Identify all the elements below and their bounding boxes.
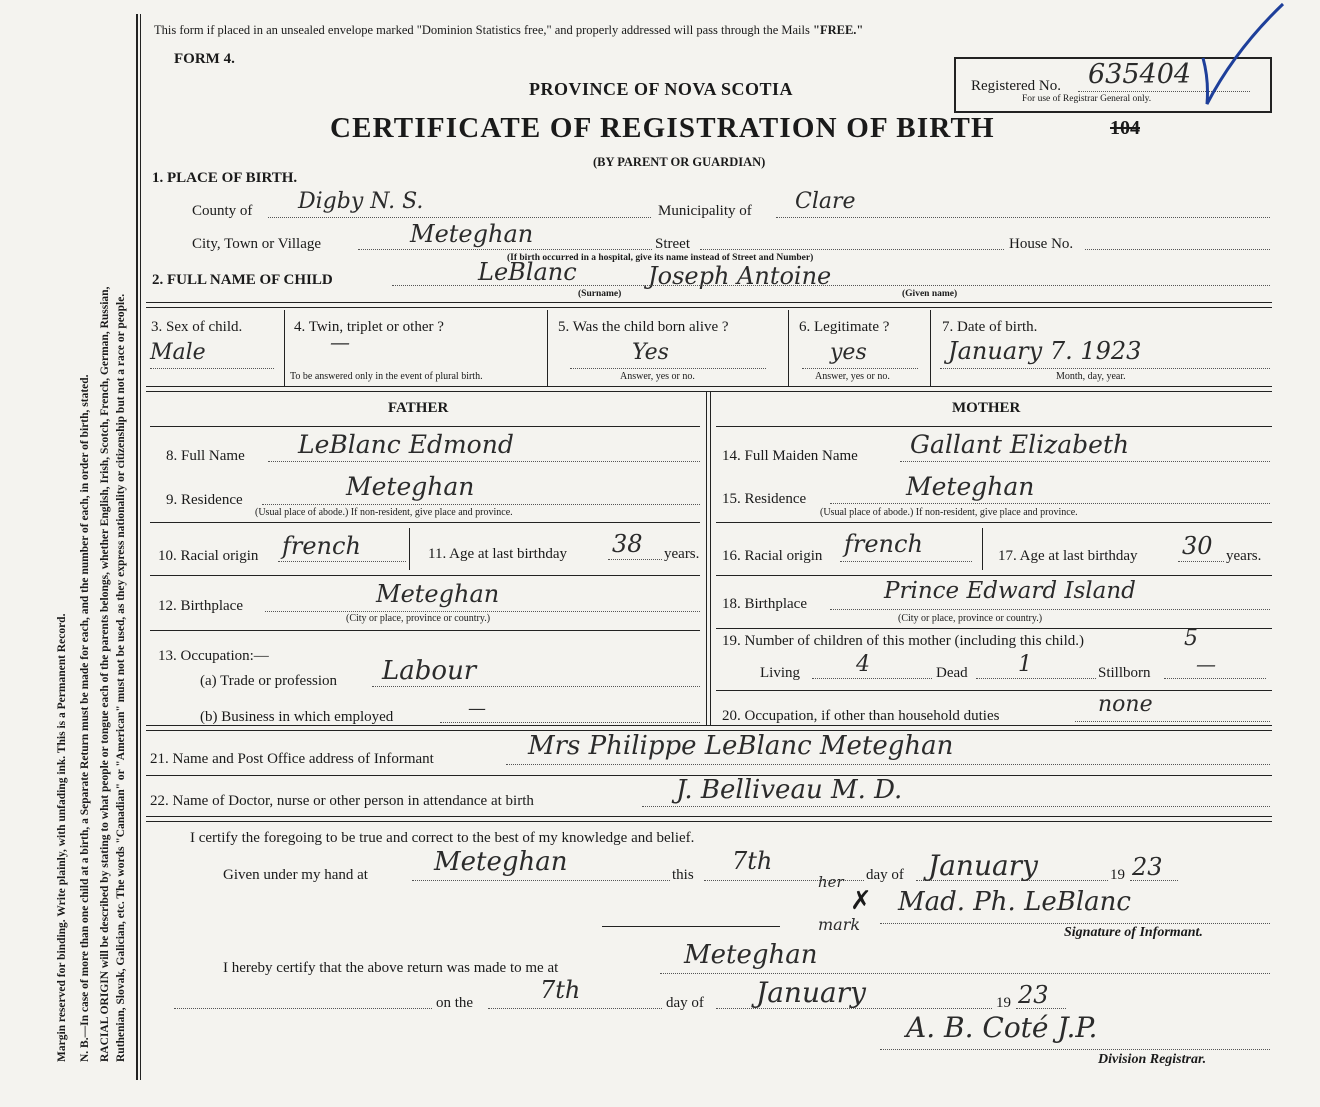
form-number: FORM 4. [174, 51, 235, 67]
mother-name-value: Gallant Elizabeth [910, 430, 1130, 459]
registrar-statement: I hereby certify that the above return was made to me at [223, 960, 559, 976]
father-racial-label: 10. Racial origin [158, 548, 259, 564]
twin-note: To be answered only in the event of plural birth. [290, 371, 483, 382]
father-name-label: 8. Full Name [166, 448, 245, 464]
mother-occupation-line [1075, 721, 1270, 722]
mother-age-value: 30 [1182, 532, 1213, 560]
legitimate-value: yes [830, 340, 867, 365]
place-of-birth-heading: 1. PLACE OF BIRTH. [152, 170, 298, 186]
this-label: this [672, 867, 694, 883]
twin-value: — [330, 330, 350, 354]
mother-birthplace-line [830, 609, 1270, 610]
father-birthplace-line [265, 611, 700, 612]
registrar-signature: A. B. Coté J.P. [906, 1011, 1098, 1044]
cell-divider [409, 528, 410, 570]
on-the-label: on the [436, 995, 474, 1011]
given-place-line [412, 880, 670, 881]
mother-occupation-value: none [1098, 692, 1153, 717]
cell-divider [284, 310, 285, 386]
rule [146, 821, 1272, 822]
registrar-year-value: 23 [1018, 981, 1049, 1009]
dob-line [940, 368, 1270, 369]
business-value: — [468, 698, 486, 719]
living-line [812, 678, 932, 679]
mother-heading: MOTHER [952, 400, 1021, 416]
mother-racial-value: french [844, 530, 923, 558]
mother-residence-line [830, 503, 1270, 504]
margin-note-4: Ruthenian, Slovak, Galician, etc. The words "Canadian" or "American" must not be used, as they express nationality or citizenship but not a race or people. [115, 293, 127, 1062]
father-racial-value: french [282, 532, 361, 560]
registrar-signature-line [880, 1049, 1270, 1050]
county-value: Digby N. S. [298, 189, 424, 214]
registrar-leader-line [174, 1008, 432, 1009]
rule [150, 522, 700, 523]
day-of-label: day of [866, 867, 904, 883]
stillborn-line [1164, 678, 1266, 679]
dob-note: Month, day, year. [1056, 371, 1126, 382]
street-label: Street [655, 236, 690, 252]
alive-label: 5. Was the child born alive ? [558, 319, 729, 335]
mother-residence-label: 15. Residence [722, 491, 807, 507]
mother-name-line [900, 461, 1270, 462]
cell-divider [788, 310, 789, 386]
mail-free-text: "FREE." [813, 23, 864, 37]
alive-value: Yes [632, 340, 669, 365]
trade-label: (a) Trade or profession [200, 673, 338, 689]
dead-line [976, 678, 1096, 679]
father-residence-note: (Usual place of abode.) If non-resident, give place and province. [255, 507, 513, 518]
mother-birthplace-note: (City or place, province or country.) [898, 613, 1043, 624]
child-surname: LeBlanc [478, 258, 577, 286]
child-name-label: 2. FULL NAME OF CHILD [152, 272, 333, 288]
living-label: Living [760, 665, 800, 681]
father-heading: FATHER [388, 400, 449, 416]
house-line [1085, 249, 1270, 250]
stillborn-value: — [1196, 652, 1216, 676]
registrar-note: For use of Registrar General only. [1022, 94, 1152, 104]
father-age-label: 11. Age at last birthday [428, 546, 567, 562]
father-years-label: years. [664, 546, 700, 562]
doctor-label: 22. Name of Doctor, nurse or other person in attendance at birth [150, 793, 534, 809]
doctor-value: J. Belliveau M. D. [676, 775, 903, 805]
parents-divider [710, 391, 711, 725]
rule [150, 630, 700, 631]
registrar-day-of-label: day of [666, 995, 704, 1011]
cell-divider [547, 310, 548, 386]
doctor-line [642, 806, 1270, 807]
binding-margin-line-inner [140, 14, 141, 1080]
rule [146, 391, 1272, 392]
child-given-name: Joseph Antoine [648, 262, 832, 290]
father-residence-value: Meteghan [346, 472, 475, 501]
mark-cross: ✗ [850, 886, 872, 915]
rule [716, 522, 1272, 523]
mother-birthplace-label: 18. Birthplace [722, 596, 807, 612]
this-day-value: 7th [732, 847, 773, 875]
municipality-value: Clare [795, 189, 856, 214]
house-label: House No. [1009, 236, 1074, 252]
registrar-month-value: January [756, 976, 866, 1009]
alive-line [570, 368, 766, 369]
mother-age-label: 17. Age at last birthday [998, 548, 1138, 564]
registered-label: Registered No. [971, 78, 1061, 94]
mother-residence-note: (Usual place of abode.) If non-resident, give place and province. [820, 507, 1078, 518]
city-line [358, 249, 652, 250]
certify-statement: I certify the foregoing to be true and correct to the best of my knowledge and belief. [190, 830, 695, 846]
father-age-line [608, 559, 662, 560]
business-line [440, 722, 700, 723]
year-prefix: 19 [1110, 867, 1125, 883]
sex-line [150, 368, 274, 369]
children-count-value: 5 [1184, 626, 1198, 651]
rule [146, 307, 1272, 308]
informant-signature-line [880, 923, 1270, 924]
province-heading: PROVINCE OF NOVA SCOTIA [529, 79, 794, 99]
check-mark [1195, 0, 1290, 110]
registered-number: 635404 [1088, 59, 1192, 90]
living-value: 4 [856, 652, 870, 677]
rule [146, 302, 1272, 303]
year-value: 23 [1132, 853, 1163, 881]
registrar-caption: Division Registrar. [1098, 1052, 1207, 1067]
informant-value: Mrs Philippe LeBlanc Meteghan [528, 731, 954, 761]
legitimate-label: 6. Legitimate ? [799, 319, 890, 335]
county-line [268, 217, 651, 218]
mark-note-top: her [818, 873, 844, 891]
signature-rule [602, 926, 780, 927]
mark-note-bottom: mark [818, 915, 861, 934]
hospital-note: (If birth occurred in a hospital, give its name instead of Street and Number) [507, 253, 814, 263]
legitimate-line [802, 368, 918, 369]
informant-label: 21. Name and Post Office address of Informant [150, 751, 434, 767]
city-label: City, Town or Village [192, 236, 322, 252]
binding-margin-line [136, 14, 138, 1080]
parents-divider [706, 391, 707, 725]
city-value: Meteghan [410, 220, 534, 248]
document-title: CERTIFICATE OF REGISTRATION OF BIRTH [330, 112, 995, 144]
surname-caption: (Surname) [578, 289, 622, 299]
dead-label: Dead [936, 665, 968, 681]
cell-divider [982, 528, 983, 570]
father-name-value: LeBlanc Edmond [298, 430, 514, 459]
father-birthplace-value: Meteghan [376, 580, 500, 608]
rule [146, 725, 1272, 726]
father-birthplace-note: (City or place, province or country.) [346, 613, 491, 624]
twin-label: 4. Twin, triplet or other ? [294, 319, 444, 335]
father-residence-label: 9. Residence [166, 492, 243, 508]
alive-note: Answer, yes or no. [620, 371, 695, 382]
sex-value: Male [150, 340, 206, 365]
municipality-line [776, 217, 1270, 218]
business-label: (b) Business in which employed [200, 709, 394, 725]
mother-racial-line [840, 561, 972, 562]
sex-label: 3. Sex of child. [151, 319, 243, 335]
trade-line [372, 686, 700, 687]
mother-residence-value: Meteghan [906, 472, 1035, 501]
rule [146, 816, 1272, 817]
rule [716, 575, 1272, 576]
given-caption: (Given name) [902, 289, 958, 299]
mother-birthplace-value: Prince Edward Island [884, 578, 1136, 604]
informant-line [506, 764, 1270, 765]
mother-racial-label: 16. Racial origin [722, 548, 823, 564]
children-count-label: 19. Number of children of this mother (including this child.) [722, 633, 1085, 649]
document-subtitle: (BY PARENT OR GUARDIAN) [593, 155, 766, 169]
margin-note-1: Margin reserved for binding. Write plainly, with unfading ink. This is a Permanent Record. [56, 613, 68, 1062]
rule [150, 575, 700, 576]
legitimate-note: Answer, yes or no. [815, 371, 890, 382]
registrar-day-line [488, 1008, 662, 1009]
registrar-place-line [660, 973, 1270, 974]
dob-value: January 7. 1923 [948, 337, 1142, 365]
mother-age-line [1178, 561, 1224, 562]
father-birthplace-label: 12. Birthplace [158, 598, 243, 614]
county-label: County of [192, 203, 253, 219]
trade-value: Labour [382, 656, 477, 686]
municipality-label: Municipality of [658, 203, 752, 219]
given-under-label: Given under my hand at [223, 867, 368, 883]
title-struck-number: 104 [1110, 117, 1140, 139]
street-line [700, 249, 1004, 250]
father-age-value: 38 [612, 530, 643, 558]
father-residence-line [262, 504, 700, 505]
registrar-day-value: 7th [540, 976, 581, 1004]
mother-name-label: 14. Full Maiden Name [722, 448, 858, 464]
rule [716, 690, 1272, 691]
father-racial-line [278, 561, 406, 562]
registrar-place-value: Meteghan [684, 940, 818, 970]
mail-note: This form if placed in an unsealed envelope marked "Dominion Statistics free," and properly addressed will pass through the Mails "FREE." [154, 23, 864, 37]
cell-divider [930, 310, 931, 386]
rule [146, 386, 1272, 387]
informant-signature: Mad. Ph. LeBlanc [898, 887, 1131, 917]
month-value: January [928, 849, 1038, 882]
signature-caption: Signature of Informant. [1064, 925, 1203, 940]
father-occupation-label: 13. Occupation:— [158, 648, 269, 664]
rule [150, 426, 700, 427]
margin-note-3: RACIAL ORIGIN will be described by stating to what people or tongue each of the parents belongs, whether English, Irish, Scotch, French, German, Russian, [99, 286, 111, 1062]
dob-label: 7. Date of birth. [942, 319, 1038, 335]
mother-occupation-label: 20. Occupation, if other than household duties [722, 708, 1000, 724]
margin-note-2: N. B.—In case of more than one child at a birth, a Separate Return must be made for each, and the number of each, in order of birth, stated. [79, 374, 91, 1062]
mother-years-label: years. [1226, 548, 1262, 564]
rule [716, 426, 1272, 427]
stillborn-label: Stillborn [1098, 665, 1151, 681]
registrar-year-prefix: 19 [996, 995, 1011, 1011]
father-name-line [268, 461, 700, 462]
dead-value: 1 [1018, 652, 1032, 677]
given-place-value: Meteghan [434, 847, 568, 877]
